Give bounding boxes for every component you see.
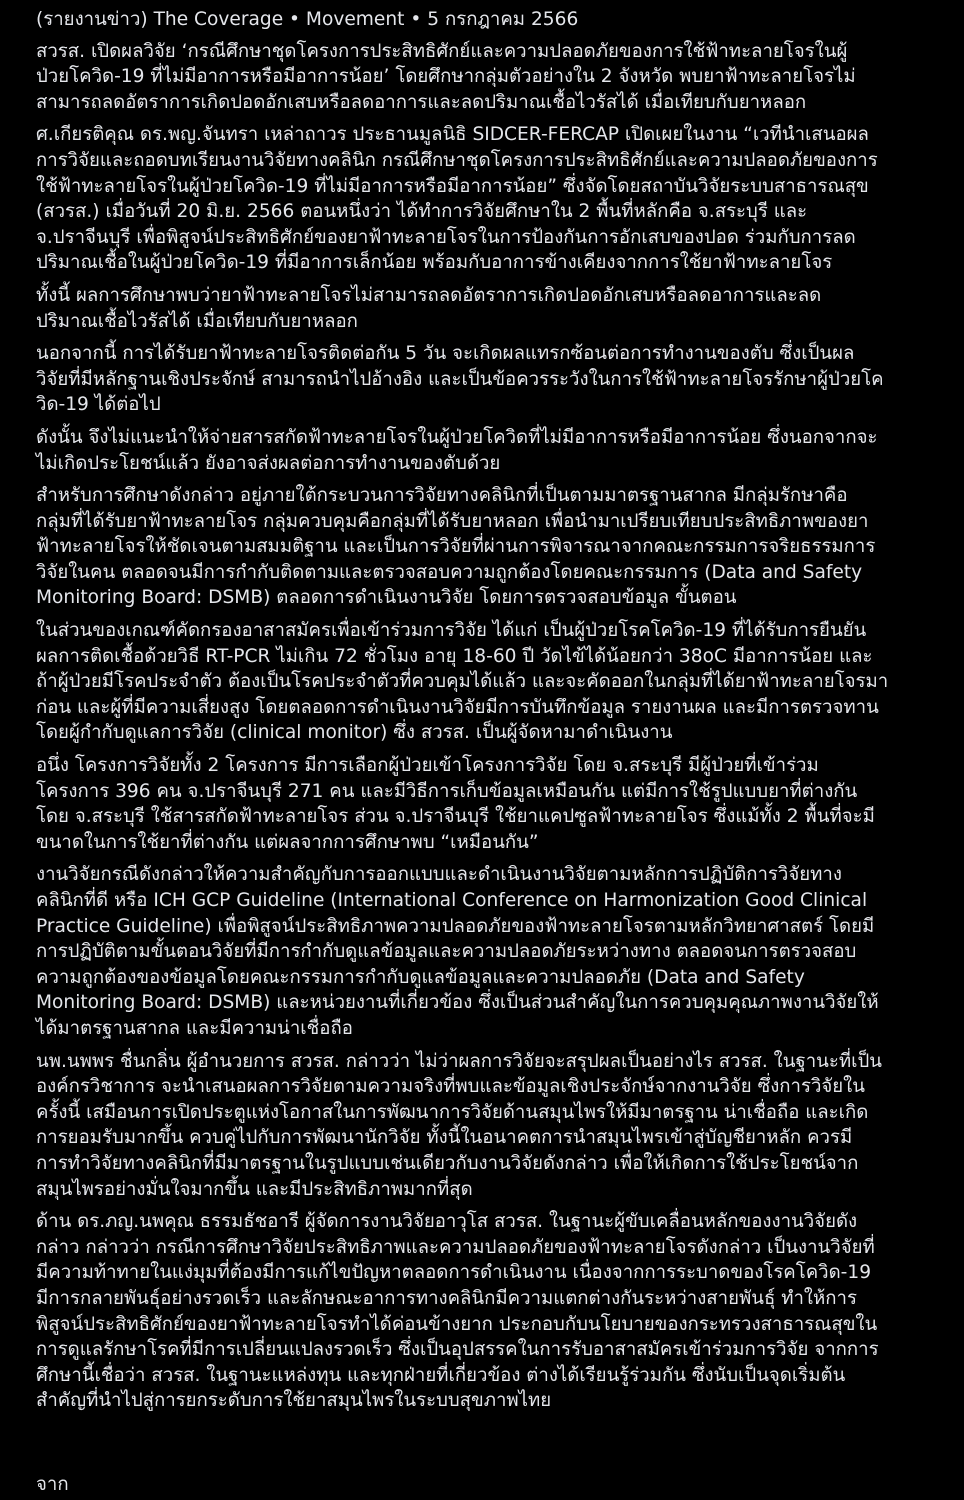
paragraph-line: ฟ้าทะลายโจรให้ชัดเจนตามสมมติฐาน และเป็นการวิจัยที่ผ่านการพิจารณาจากคณะกรรมการจริยธรรมการ [36,536,876,558]
paragraph-line: วิจัยที่มีหลักฐานเชิงประจักษ์ สามารถนำไปอ้างอิง และเป็นข้อควรระวังในการใช้ฟ้าทะลายโจรรักษาผู้ป่วยโค [36,368,884,390]
paragraph [36,618,928,746]
paragraph-line: อนึ่ง โครงการวิจัยทั้ง 2 โครงการ มีการเลือกผู้ป่วยเข้าโครงการวิจัย โดย จ.สระบุรี มีผู้ป่วยที่เข้าร่วม [36,755,819,777]
paragraph [36,862,928,1041]
paragraph-line: Monitoring Board: DSMB) และหน่วยงานที่เกี่ยวข้อง ซึ่งเป็นส่วนสำคัญในการควบคุมคุณภาพงานวิจัยให้ [36,992,879,1014]
paragraph [36,39,928,116]
paragraph [36,122,928,276]
paragraph [36,1049,928,1203]
paragraph-line: ครั้งนี้ เสมือนการเปิดประตูแห่งโอกาสในการพัฒนาการวิจัยด้านสมุนไพรให้มีมาตรฐาน น่าเชื่อถือ และเกิด [36,1101,869,1123]
paragraph-line: องค์กรวิชาการ จะนำเสนอผลการวิจัยตามความจริงที่พบและข้อมูลเชิงประจักษ์จากงานวิจัย ซึ่งการวิจัยใน [36,1076,865,1098]
paragraph-list [36,39,928,1414]
paragraph-line: มีการกลายพันธุ์อย่างรวดเร็ว และลักษณะอาการทางคลินิกมีความแตกต่างกันระหว่างสายพันธุ์ ทำให้การ [36,1287,857,1309]
paragraph-line: กลุ่มที่ได้รับยาฟ้าทะลายโจร กลุ่มควบคุมคือกลุ่มที่ได้รับยาหลอก เพื่อนำมาเปรียบเทียบประสิทธิภาพของยา [36,510,869,532]
paragraph-line: สวรส. เปิดผลวิจัย ‘กรณีศึกษาชุดโครงการประสิทธิศักย์และความปลอดภัยของการใช้ฟ้าทะลายโจรในผู้ [36,40,848,62]
paragraph-line: วิด-19 ได้ต่อไป [36,394,161,416]
paragraph-line: การยอมรับมากขึ้น ควบคู่ไปกับการพัฒนานักวิจัย ทั้งนี้ในอนาคตการนำสมุนไพรเข้าสู่บัญชียาหลัก ควรมี [36,1127,853,1149]
paragraph-line: (สวรส.) เมื่อวันที่ 20 มิ.ย. 2566 ตอนหนึ่งว่า ได้ทำการวิจัยศึกษาใน 2 พื้นที่หลักคือ จ.สระบุรี และ [36,201,808,223]
paragraph-line: ในส่วนของเกณฑ์คัดกรองอาสาสมัครเพื่อเข้าร่วมการวิจัย ได้แก่ เป็นผู้ป่วยโรคโควิด-19 ที่ได้รับการยืนยัน [36,620,867,642]
paragraph-line: นพ.นพพร ชื่นกลิ่น ผู้อำนวยการ สวรส. กล่าวว่า ไม่ว่าผลการวิจัยจะสรุปผลเป็นอย่างไร สวรส. ในฐานะที่เป็น [36,1050,882,1072]
paragraph-line: สามารถลดอัตราการเกิดปอดอักเสบหรือลดอาการและลดปริมาณเชื้อไวรัสได้ เมื่อเทียบกับยาหลอก [36,91,807,113]
paragraph-line: ทั้งนี้ ผลการศึกษาพบว่ายาฟ้าทะลายโจรไม่สามารถลดอัตราการเกิดปอดอักเสบหรือลดอาการและลด [36,284,822,306]
paragraph-line: การดูแลรักษาโรคที่มีการเปลี่ยนแปลงรวดเร็ว ซึ่งเป็นอุปสรรคในการรับอาสาสมัครเข้าร่วมการวิจัย จากการ [36,1339,879,1361]
paragraph-line: กล่าว กล่าวว่า กรณีการศึกษาวิจัยประสิทธิภาพและความปลอดภัยของฟ้าทะลายโจรดังกล่าว เป็นงานวิจัยที่ [36,1236,875,1258]
paragraph-line: ถ้าผู้ป่วยมีโรคประจำตัว ต้องเป็นโรคประจำตัวที่ควบคุมได้แล้ว และจะคัดออกในกลุ่มที่ได้ยาฟ้าทะลายโจรมา [36,671,889,693]
paragraph-line: Practice Guideline) เพื่อพิสูจน์ประสิทธิภาพความปลอดภัยของฟ้าทะลายโจรตามหลักวิทยาศาสตร์ โดยมี [36,915,875,937]
paragraph-line: โดยผู้กำกับดูแลการวิจัย (clinical monitor) ซึ่ง สวรส. เป็นผู้จัดหามาดำเนินงาน [36,722,673,744]
source-label: จาก [36,1474,69,1495]
paragraph-line: พิสูจน์ประสิทธิศักย์ของยาฟ้าทะลายโจรทำได้ค่อนข้างยาก ประกอบกับนโยบายของกระทรวงสาธารณสุขใน [36,1313,878,1335]
paragraph [36,425,928,476]
paragraph [36,483,928,611]
paragraph-line: นอกจากนี้ การได้รับยาฟ้าทะลายโจรติดต่อกัน 5 วัน จะเกิดผลแทรกซ้อนต่อการทำงานของตับ ซึ่งเป็นผล [36,343,855,365]
paragraph-line: ดังนั้น จึงไม่แนะนำให้จ่ายสารสกัดฟ้าทะลายโจรในผู้ป่วยโควิดที่ไม่มีอาการหรือมีอาการน้อย ซึ่งนอกจากจะ [36,426,878,448]
paragraph-line: สมุนไพรอย่างมั่นใจมากขึ้น และมีประสิทธิภาพมากที่สุด [36,1178,473,1200]
paragraph-line: สำคัญที่นำไปสู่การยกระดับการใช้ยาสมุนไพรในระบบสุขภาพไทย [36,1390,552,1412]
paragraph-line: ปริมาณเชื้อไวรัสได้ เมื่อเทียบกับยาหลอก [36,310,358,332]
paragraph-line: Monitoring Board: DSMB) ตลอดการดำเนินงานวิจัย โดยการตรวจสอบข้อมูล ขั้นตอน [36,587,737,609]
paragraph-line: ศึกษานี้เชื่อว่า สวรส. ในฐานะแหล่งทุน และทุกฝ่ายที่เกี่ยวข้อง ต่างได้เรียนรู้ร่วมกัน ซึ่งนับเป็นจุดเริ่มต้น [36,1364,846,1386]
paragraph-line: โดย จ.สระบุรี ใช้สารสกัดฟ้าทะลายโจร ส่วน จ.ปราจีนบุรี ใช้ยาแคปซูลฟ้าทะลายโจร ซึ่งแม้ทั้ง 2 พื้นที่จะมี [36,806,875,828]
paragraph-line: มีความท้าทายในแง่มุมที่ต้องมีการแก้ไขปัญหาตลอดการดำเนินงาน เนื่องจากการระบาดของโรคโควิด-19 [36,1262,872,1284]
paragraph [36,341,928,418]
paragraph-line: จ.ปราจีนบุรี เพื่อพิสูจน์ประสิทธิศักย์ของยาฟ้าทะลายโจรในการป้องกันการอักเสบของปอด ร่วมกับการลด [36,226,856,248]
paragraph-line: ด้าน ดร.ภญ.นพคุณ ธรรมธัชอารี ผู้จัดการงานวิจัยอาวุโส สวรส. ในฐานะผู้ขับเคลื่อนหลักของงานวิจัยดัง [36,1211,858,1233]
paragraph-line: ปริมาณเชื้อในผู้ป่วยโควิด-19 ที่มีอาการเล็กน้อย พร้อมกับอาการข้างเคียงจากการใช้ยาฟ้าทะลายโจร [36,252,833,274]
paragraph-line: ไม่เกิดประโยชน์แล้ว ยังอาจส่งผลต่อการทำงานของตับด้วย [36,452,501,474]
paragraph-line: วิจัยในคน ตลอดจนมีการกำกับติดตามและตรวจสอบความถูกต้องโดยคณะกรรมการ (Data and Safety [36,561,863,583]
paragraph-line: ความถูกต้องของข้อมูลโดยคณะกรรมการกำกับดูแลข้อมูลและความปลอดภัย (Data and Safety [36,966,805,988]
paragraph-line: ป่วยโควิด-19 ที่ไม่มีอาการหรือมีอาการน้อย’ โดยศึกษากลุ่มตัวอย่างใน 2 จังหวัด พบยาฟ้าทะลายโจรไม่ [36,66,856,88]
paragraph-line: คลินิกที่ดี หรือ ICH GCP Guideline (International Conference on Harmonization Good Clinical [36,890,868,911]
post-header: (รายงานข่าว) The Coverage • Movement • 5 กรกฎาคม 2566 [36,9,579,30]
paragraph-line: การทำวิจัยทางคลินิกที่มีมาตรฐานในรูปแบบเช่นเดียวกับงานวิจัยดังกล่าว เพื่อให้เกิดการใช้ประโยชน์จาก [36,1152,859,1174]
paragraph-line: ผลการติดเชื้อด้วยวิธี RT-PCR ไม่เกิน 72 ชั่วโมง อายุ 18-60 ปี วัดไข้ได้น้อยกว่า 38oC มีอาการน้อย และ [36,645,873,667]
paragraph [36,753,928,855]
paragraph-line: การวิจัยและถอดบทเรียนงานวิจัยทางคลินิก กรณีศึกษาชุดโครงการประสิทธิศักย์และความปลอดภัยของการ [36,149,878,171]
paragraph-line: ใช้ฟ้าทะลายโจรในผู้ป่วยโควิด-19 ที่ไม่มีอาการหรือมีอาการน้อย” ซึ่งจัดโดยสถาบันวิจัยระบบสาธารณสุข [36,175,869,197]
paragraph-line: ขนาดในการใช้ยาที่ต่างกัน แต่ผลจากการศึกษาพบ “เหมือนกัน” [36,831,539,853]
paragraph-line: การปฏิบัติตามขั้นตอนวิจัยที่มีการกำกับดูแลข้อมูลและความปลอดภัยระหว่างทาง ตลอดจนการตรวจสอบ [36,941,857,963]
paragraph-line: โครงการ 396 คน จ.ปราจีนบุรี 271 คน และมีวิธีการเก็บข้อมูลเหมือนกัน แต่มีการใช้รูปแบบยาที่ต่างกัน [36,780,858,802]
paragraph-line: งานวิจัยกรณีดังกล่าวให้ความสำคัญกับการออกแบบและดำเนินงานวิจัยตามหลักการปฏิบัติการวิจัยทาง [36,864,842,886]
paragraph-line: ศ.เกียรติคุณ ดร.พญ.จันทรา เหล่าถาวร ประธานมูลนิธิ SIDCER-FERCAP เปิดเผยในงาน “เวทีนำเสนอผล [36,124,869,146]
paragraph-line: ก่อน และผู้ที่มีความเสี่ยงสูง โดยตลอดการดำเนินงานวิจัยมีการบันทึกข้อมูล รายงานผล และมีการตรวจทาน [36,696,879,718]
paragraph [36,283,928,334]
paragraph [36,1209,928,1414]
paragraph-line: สำหรับการศึกษาดังกล่าว อยู่ภายใต้กระบวนการวิจัยทางคลินิกที่เป็นตามมาตรฐานสากล มีกลุ่มรักษาคือ [36,485,848,507]
paragraph-line: ได้มาตรฐานสากล และมีความน่าเชื่อถือ [36,1017,353,1039]
post-body [36,7,928,1421]
